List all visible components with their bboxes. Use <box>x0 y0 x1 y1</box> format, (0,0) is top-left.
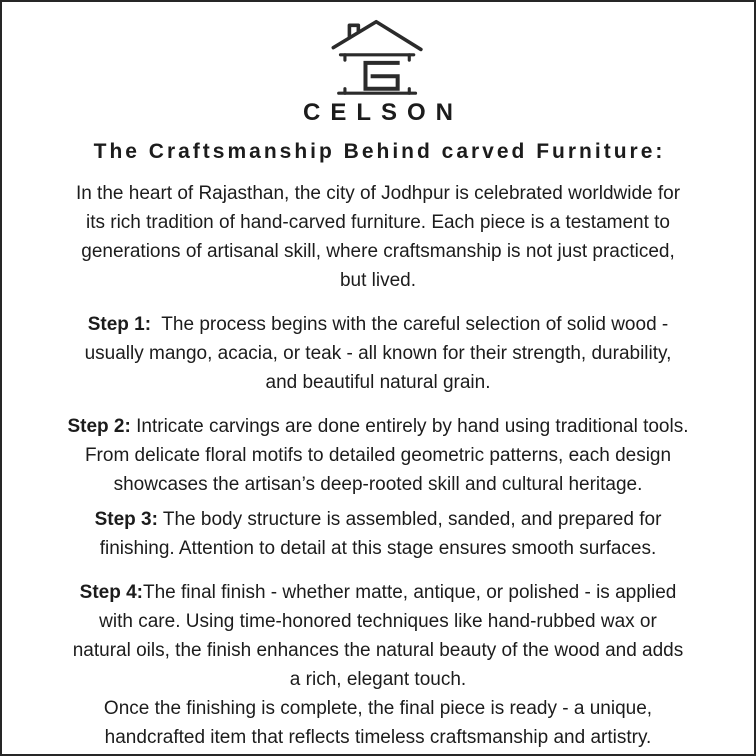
text-line: its rich tradition of hand-carved furniture. Each piece is a testament to <box>85 212 671 233</box>
intro-paragraph <box>2 179 754 295</box>
monogram-s-line <box>365 63 397 89</box>
step-1-paragraph <box>2 310 754 397</box>
text-line: natural oils, the finish enhances the natural beauty of the wood and adds <box>72 640 684 661</box>
text-line: handcrafted item that reflects timeless craftsmanship and artistry. <box>104 727 652 748</box>
step-3-text: The body structure is assembled, sanded, and prepared for <box>157 509 662 530</box>
step-3-label: Step 3: <box>94 509 158 530</box>
text-line: In the heart of Rajasthan, the city of Jodhpur is celebrated worldwide for <box>75 183 681 204</box>
text-line <box>2 310 754 339</box>
text-line <box>2 412 754 441</box>
roof-icon-line <box>333 22 421 50</box>
text-line: and beautiful natural grain. <box>265 372 491 393</box>
house-with-monogram-s-icon <box>320 11 436 95</box>
text-line: generations of artisanal skill, where craftsmanship is not just practiced, <box>81 241 675 262</box>
step-2-text: Intricate carvings are done entirely by hand using traditional tools. <box>130 416 689 437</box>
step-4-paragraph <box>2 578 754 694</box>
page-title: The Craftsmanship Behind carved Furniture: <box>93 140 666 163</box>
step-1-text: The process begins with the careful selection of solid wood - <box>151 314 669 335</box>
step-2-paragraph <box>2 412 754 499</box>
text-line <box>2 505 754 534</box>
step-4-text: The final finish - whether matte, antique, or polished - is applied <box>143 582 677 603</box>
step-2-label: Step 2: <box>67 416 131 437</box>
step-4-label: Step 4: <box>79 582 143 603</box>
text-line: finishing. Attention to detail at this stage ensures smooth surfaces. <box>99 538 657 559</box>
text-line: usually mango, acacia, or teak - all known for their strength, durability, <box>84 343 672 364</box>
text-line: Once the finishing is complete, the final piece is ready - a unique, <box>103 698 653 719</box>
text-line: but lived. <box>339 270 417 291</box>
closing-paragraph <box>2 694 754 752</box>
step-3-paragraph <box>2 505 754 563</box>
text-line: a rich, elegant touch. <box>289 669 467 690</box>
text-line: with care. Using time-honored techniques like hand-rubbed wax or <box>99 611 657 632</box>
text-line: showcases the artisan’s deep-rooted skill and cultural heritage. <box>113 474 643 495</box>
step-1-label: Step 1: <box>87 314 152 335</box>
brand-logo <box>2 11 754 95</box>
brand-name: CELSON <box>302 99 463 126</box>
text-line: From delicate floral motifs to detailed geometric patterns, each design <box>84 445 672 466</box>
text-line <box>2 578 754 607</box>
